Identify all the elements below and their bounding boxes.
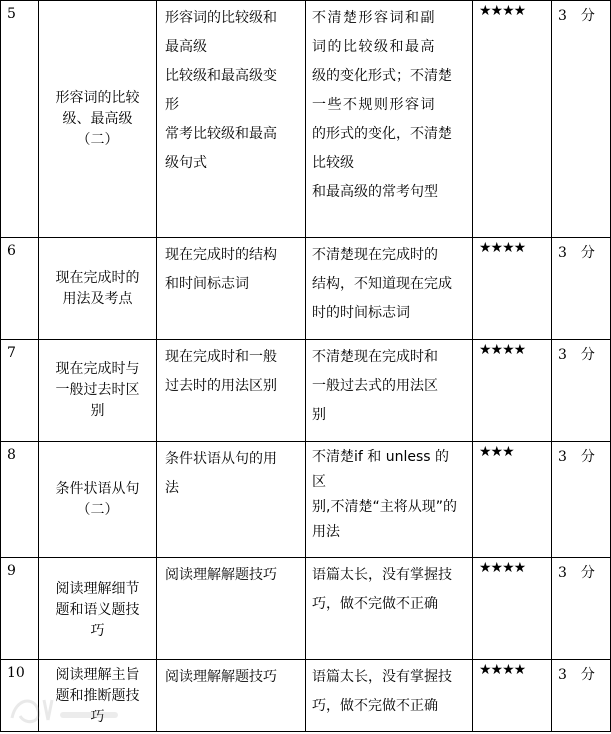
point-line: 现在完成时的结构 <box>165 247 277 263</box>
point-line: 常考比较级和最高 <box>165 126 277 142</box>
difficulty-stars: ★★★★ <box>473 660 552 732</box>
common-problems <box>306 660 473 732</box>
lesson-number: 9 <box>1 558 39 660</box>
score-unit: 分 <box>580 347 595 363</box>
knowledge-points <box>157 558 306 660</box>
point-line: 条件状语从句的用 <box>165 451 277 467</box>
point-line: 形 <box>165 97 179 113</box>
point-line: 阅读理解解题技巧 <box>165 669 277 685</box>
score-cell <box>552 558 611 660</box>
difficulty-stars: ★★★★ <box>473 1 552 238</box>
knowledge-points <box>157 442 306 558</box>
topic-line: 用法及考点 <box>62 290 133 307</box>
topic-line: 条件状语从句 <box>55 480 140 497</box>
topic-line: 形容词的比较 <box>55 89 140 106</box>
issue-line: 级的变化形式；不清楚 <box>312 68 452 84</box>
issue-line: 和最高级的常考句型 <box>312 184 438 200</box>
issue-line: 区 <box>312 474 326 490</box>
issue-line: 不清楚现在完成时和 <box>312 349 438 365</box>
issue-line: 不清楚现在完成时的 <box>312 247 438 263</box>
common-problems <box>306 442 473 558</box>
table-row <box>1 660 611 732</box>
issue-line: 时的时间标志词 <box>312 305 410 321</box>
common-problems <box>306 558 473 660</box>
score-cell <box>552 238 611 340</box>
table-row <box>1 1 611 238</box>
issue-line: 一些不规则形容词 <box>312 97 436 113</box>
score-cell <box>552 1 611 238</box>
topic-line: 巧 <box>90 709 105 725</box>
common-problems <box>306 238 473 340</box>
issue-line: 不清楚形容词和副 <box>312 10 436 26</box>
topic-line: 一般过去时区 <box>55 382 140 398</box>
topic-line: 别 <box>90 403 105 419</box>
point-line: 现在完成时和一般 <box>165 349 277 365</box>
knowledge-points <box>157 340 306 442</box>
topic-line: 阅读理解细节 <box>55 581 140 597</box>
table-row <box>1 558 611 660</box>
topic-line: （二） <box>76 131 119 148</box>
score-value: 3 <box>558 245 567 261</box>
issue-line: 用法 <box>312 524 340 540</box>
issue-line: 一般过去式的用法区 <box>312 378 438 394</box>
table-row <box>1 340 611 442</box>
score-value: 3 <box>558 449 567 465</box>
score-unit: 分 <box>580 565 595 581</box>
score-cell <box>552 442 611 558</box>
point-line: 和时间标志词 <box>165 276 249 292</box>
lesson-topic <box>39 660 157 732</box>
lesson-number: 10 <box>1 660 39 732</box>
issue-line: 别 <box>312 407 326 423</box>
score-unit: 分 <box>580 8 595 24</box>
issue-line: 语篇太长，没有掌握技 <box>312 567 452 583</box>
syllabus-body <box>1 1 611 732</box>
knowledge-points <box>157 660 306 732</box>
lesson-number: 5 <box>1 1 39 238</box>
topic-line: （二） <box>76 501 119 518</box>
lesson-number: 6 <box>1 238 39 340</box>
knowledge-points <box>157 1 306 238</box>
table-row <box>1 238 611 340</box>
lesson-topic <box>39 238 157 340</box>
point-line: 过去时的用法区别 <box>165 378 277 394</box>
lesson-topic <box>39 442 157 558</box>
score-value: 3 <box>558 565 567 581</box>
topic-line: 题和推断题技 <box>55 688 140 704</box>
lesson-topic <box>39 558 157 660</box>
issue-line: 别,不清楚“主将从现”的 <box>312 499 457 515</box>
topic-line: 现在完成时与 <box>55 361 140 377</box>
score-unit: 分 <box>580 245 595 261</box>
issue-line: 巧，做不完做不正确 <box>312 596 438 612</box>
point-line: 比较级和最高级变 <box>165 68 277 84</box>
point-line: 级句式 <box>165 155 207 171</box>
lesson-number: 7 <box>1 340 39 442</box>
point-line: 阅读理解解题技巧 <box>165 567 277 583</box>
score-value: 3 <box>558 667 567 683</box>
issue-line: 的形式的变化，不清楚 <box>312 126 452 142</box>
issue-line: 语篇太长，没有掌握技 <box>312 669 452 685</box>
topic-line: 级、最高级 <box>62 110 133 127</box>
lesson-topic <box>39 340 157 442</box>
knowledge-points <box>157 238 306 340</box>
topic-line: 现在完成时的 <box>55 269 140 286</box>
score-unit: 分 <box>580 667 595 683</box>
difficulty-stars: ★★★★ <box>473 558 552 660</box>
common-problems <box>306 340 473 442</box>
topic-line: 阅读理解主旨 <box>55 667 140 683</box>
score-cell <box>552 660 611 732</box>
issue-line: 不清楚if 和 unless 的 <box>312 449 450 465</box>
point-line: 法 <box>165 480 179 496</box>
issue-line: 词的比较级和最高 <box>312 39 436 55</box>
lesson-number: 8 <box>1 442 39 558</box>
lesson-topic <box>39 1 157 238</box>
difficulty-stars: ★★★★ <box>473 340 552 442</box>
topic-line: 题和语义题技 <box>55 602 140 618</box>
issue-line: 结构，不知道现在完成 <box>312 276 452 292</box>
score-value: 3 <box>558 8 567 24</box>
score-value: 3 <box>558 347 567 363</box>
issue-line: 巧，做不完做不正确 <box>312 698 438 714</box>
point-line: 最高级 <box>165 39 207 55</box>
difficulty-stars: ★★★★ <box>473 238 552 340</box>
score-cell <box>552 340 611 442</box>
table-row <box>1 442 611 558</box>
issue-line: 比较级 <box>312 155 354 171</box>
topic-line: 巧 <box>90 623 105 639</box>
score-unit: 分 <box>580 449 595 465</box>
difficulty-stars: ★★★ <box>473 442 552 558</box>
point-line: 形容词的比较级和 <box>165 10 277 26</box>
common-problems <box>306 1 473 238</box>
